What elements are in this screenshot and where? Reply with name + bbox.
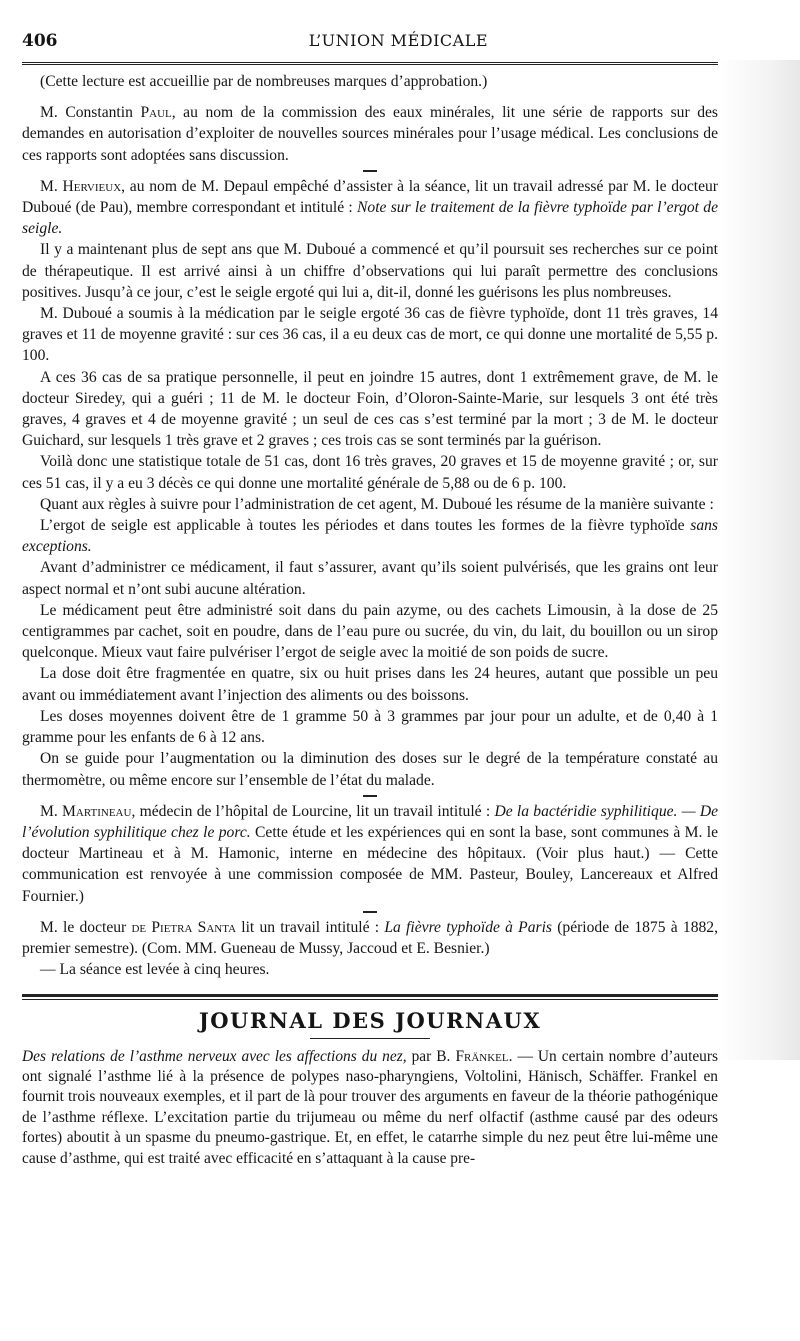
- show-through-shadow: [720, 60, 800, 1060]
- paragraph: La dose doit être fragmentée en quatre, six ou huit prises dans les 24 heures, autant que possible un peu avant ou immédiatement avant l’injection des aliments ou des boissons.: [22, 665, 718, 704]
- paragraph-pietra-santa: M. le docteur de Pietra Santa lit un travail intitulé : La fièvre typhoïde à Paris (période de 1875 à 1882, premier semestre). (Com. MM. Gueneau de Mussy, Jaccoud et E. Besnier.): [22, 918, 718, 957]
- paragraph: Le médicament peut être administré soit dans du pain azyme, ou des cachets Limousin, à la dose de 25 centigrammes par cachet, soit en poudre, dans de l’eau pure ou sucrée, du vin, du lait, du bouillon ou un sirop quelconque. Mieux vaut faire pulvériser l’ergot de seigle avec la moitié de son poids de sucre.: [22, 601, 718, 662]
- heading-rule: [310, 1038, 430, 1039]
- journal-article: Des relations de l’asthme nerveux avec les affections du nez, par B. Fränkel. — Un certain nombre d’auteurs ont signalé l’asthme lié à la présence de polypes naso-pharyngiens, Voltolini, Hänisch, Schäffer. Frankel en fournit trois nouveaux exemples, et il part de là pour trouver des arguments en faveur de la théorie pathogénique de l’asthme réflexe. L’excitation partie du trijumeau ou même du nerf olfactif (asthme causé par des odeurs fortes) aboutit à un spasme du pneumo-gastrique. Et, en effet, le catarrhe simple du nez peut être lui-même une cause d’asthme, qui est traité avec efficacité en s’attaquant à la cause pre-: [22, 1047, 718, 1167]
- person-name: Hervieux: [62, 177, 122, 195]
- section-separator: [363, 170, 377, 172]
- person-name: Paul: [140, 104, 172, 122]
- work-title: La fièvre typhoïde à Paris: [384, 918, 552, 936]
- approval-note: (Cette lecture est accueillie par de nombreuses marques d’approbation.): [40, 73, 488, 90]
- paragraph-hervieux: M. Hervieux, au nom de M. Depaul empêché d’assister à la séance, lit un travail adressé par M. le docteur Duboué (de Pau), membre correspondant et intitulé : Note sur le traitement de la fièvre typhoïde par l’ergot de seigle.: [22, 177, 718, 238]
- person-name: Martineau: [62, 802, 132, 820]
- author-name: Fränkel: [455, 1047, 509, 1065]
- running-header: [22, 30, 718, 65]
- paragraph: Avant d’administrer ce médicament, il faut s’assurer, avant qu’ils soient pulvérisés, que les grains ont leur aspect normal et n’ont subi aucune altération.: [22, 559, 718, 598]
- paragraph: Les doses moyennes doivent être de 1 gramme 50 à 3 grammes par jour pour un adulte, et de 0,40 à 1 gramme pour les enfants de 6 à 12 ans.: [22, 707, 718, 747]
- paragraph-martineau: M. Martineau, médecin de l’hôpital de Lourcine, lit un travail intitulé : De la bactéridie syphilitique. — De l’évolution syphilitique chez le porc. Cette étude et les expériences qui en sont la base, sont communes à M. le docteur Martineau et à M. Hamonic, interne en médecine des hôpitaux. (Voir plus haut.) — Cette communication est renvoyée à une commission composée de MM. Pasteur, Bouley, Lancereaux et Alfred Fournier.): [22, 802, 718, 905]
- paragraph-paul: M. Constantin Paul, au nom de la commission des eaux minérales, lit une série de rapports sur des demandes en autorisation d’exploiter de nouvelles sources minérales pour l’usage médical. Les conclusions de ces rapports sont adoptées sans discussion.: [22, 104, 718, 164]
- paragraph: Voilà donc une statistique totale de 51 cas, dont 16 très graves, 20 graves et 15 de moyenne gravité ; or, sur ces 51 cas, il y a eu 3 décès ce qui donne une mortalité générale de 5,88 ou de 6 p. 100.: [22, 453, 718, 492]
- section-separator: [363, 795, 377, 797]
- running-title: L’UNION MÉDICALE: [308, 31, 488, 50]
- page-number: 406: [22, 31, 58, 51]
- section-heading: JOURNAL DES JOURNAUX: [198, 1008, 542, 1034]
- journal-page: [22, 30, 718, 1335]
- article-title: Des relations de l’asthme nerveux avec les affections du nez,: [22, 1047, 407, 1065]
- work-title: Note sur le traitement de la fièvre typhoïde par l’ergot de seigle.: [22, 199, 718, 238]
- paragraph: On se guide pour l’augmentation ou la diminution des doses sur le degré de la température constaté au thermomètre, ou même encore sur l’ensemble de l’état du malade.: [22, 750, 718, 789]
- paragraph: Quant aux règles à suivre pour l’administration de cet agent, M. Duboué les résume de la manière suivante :: [40, 495, 714, 513]
- double-rule: [22, 994, 718, 1000]
- section-separator: [363, 911, 377, 913]
- paragraph: L’ergot de seigle est applicable à toutes les périodes et dans toutes les formes de la fièvre typhoïde sans exceptions.: [22, 517, 718, 556]
- work-title: De la bactéridie syphilitique. — De l’évolution syphilitique chez le porc.: [22, 802, 718, 841]
- closing-line: — La séance est levée à cinq heures.: [40, 961, 270, 979]
- person-name: de Pietra Santa: [131, 918, 237, 936]
- paragraph: Il y a maintenant plus de sept ans que M. Duboué a commencé et qu’il poursuit ses recherches sur ce point de thérapeutique. Il est arrivé ainsi à un chiffre d’observations qui lui paraît permettre des conclusions positives. Jusqu’à ce jour, c’est le seigle ergoté qui lui a, dit-il, donné les guérisons les plus nombreuses.: [22, 241, 718, 301]
- paragraph: M. Duboué a soumis à la médication par le seigle ergoté 36 cas de fièvre typhoïde, dont 11 très graves, 14 graves et 11 de moyenne gravité : sur ces 36 cas, il a eu deux cas de mort, ce qui donne une mortalité de 5,55 p. 100.: [22, 305, 718, 365]
- paragraph: A ces 36 cas de sa pratique personnelle, il peut en joindre 15 autres, dont 1 extrêmement grave, de M. le docteur Siredey, qui a guéri ; 11 de M. le docteur Foin, d’Oloron-Sainte-Marie, sur lesquels 3 ont été très graves, 4 graves et 4 de moyenne gravité ; un seul de ces cas s’est terminé par la mort ; 3 de M. le docteur Guichard, sur lesquels 1 très grave et 2 graves ; ces trois cas se sont terminés par la guérison.: [22, 368, 718, 450]
